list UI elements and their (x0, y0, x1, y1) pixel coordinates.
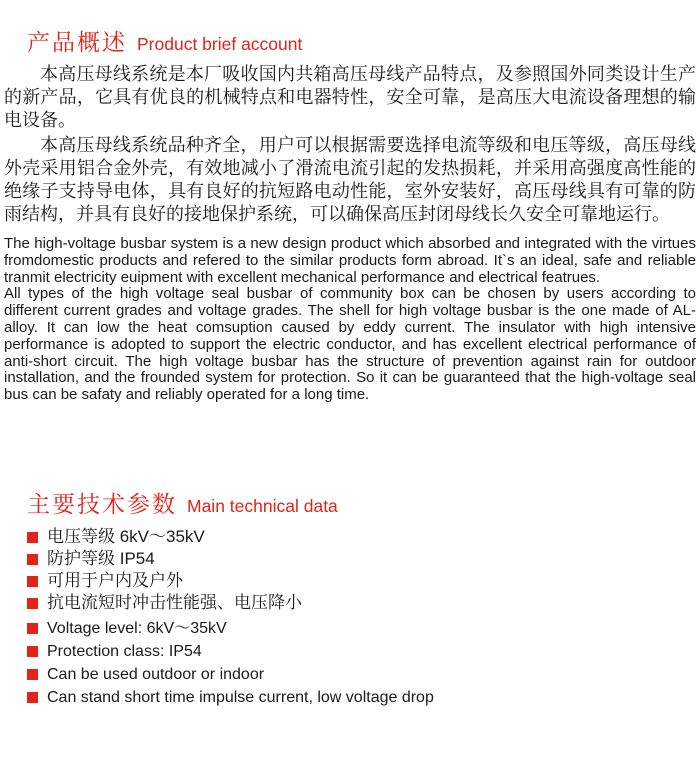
technical-title-en: Main technical data (187, 495, 338, 516)
bullet-item-impulse-current-zh (27, 594, 700, 611)
bullet-square-icon (27, 554, 38, 565)
technical-bullet-list-zh (27, 528, 700, 611)
bullet-item-voltage-grade-zh (27, 528, 700, 545)
bullet-square-icon (27, 646, 38, 657)
bullet-text: Voltage level: 6kV～35kV (47, 619, 227, 637)
bullet-text: 防护等级 IP54 (47, 548, 155, 568)
overview-paragraph-zh-1: 本高压母线系统是本厂吸收国内共箱高压母线产品特点，及参照国外同类设计生产的新产品，它具有优良的机械特点和电器特性，安全可靠，是高压大电流设备理想的输电设备。 (4, 64, 696, 130)
bullet-item-voltage-level-en (27, 620, 700, 637)
bullet-item-indoor-outdoor-zh (27, 572, 700, 589)
bullet-square-icon (27, 576, 38, 587)
bullet-item-indoor-outdoor-en (27, 666, 700, 683)
bullet-item-protection-class-en (27, 643, 700, 660)
product-brochure-page (0, 24, 700, 773)
bullet-text: 电压等级 6kV～35kV (47, 526, 205, 546)
overview-paragraph-zh-2: 本高压母线系统品种齐全，用户可以根据需要选择电流等级和电压等级，高压母线外壳采用铝合金外壳，有效地减小了滑流电流引起的发热损耗，并采用高强度高性能的绝缘子支持导电体，具有良好的抗短路电动性能，室外安装好，高压母线具有可靠的防雨结构，并具有良好的接地保护系统，可以确保高压封闭母线长久安全可靠地运行。 (4, 135, 696, 224)
technical-section-heading (27, 486, 673, 519)
bullet-item-protection-grade-zh (27, 550, 700, 567)
bullet-square-icon (27, 598, 38, 609)
technical-title-zh: 主要技术参数 (27, 490, 177, 517)
bullet-text: Can be used outdoor or indoor (47, 665, 265, 683)
bullet-item-impulse-current-en (27, 689, 700, 706)
overview-title-en: Product brief account (137, 34, 303, 54)
bullet-text: Can stand short time impulse current, low voltage drop (47, 688, 434, 706)
overview-paragraph-en-2: All types of the high voltage seal busbar of community box can be chosen by users according to different current grades and voltage grades. The shell for high voltage busbar is the one made of AL-alloy. It can low the heat comsuption caused by eddy current. The insulator with high intensive performance is adopted to support the electric conductor, and has excellent electrical performance of anti-short circuit. The high voltage busbar has the structure of prevention against rain for outdoor installation, and the frounded system for protection. So it can be guaranteed that the high-voltage seal bus can be safaty and reliably operated for a long time. (4, 285, 696, 404)
bullet-text: 可用于户内及户外 (47, 570, 183, 590)
bullet-square-icon (27, 692, 38, 703)
bullet-square-icon (27, 623, 38, 634)
overview-title-zh: 产品概述 (27, 29, 127, 55)
technical-bullet-list-en (27, 620, 700, 706)
overview-section-heading (27, 24, 673, 57)
overview-paragraph-en-1: The high-voltage busbar system is a new design product which absorbed and integrated with the virtues fromdomestic products and refered to the similar products form abroad. It`s an ideal, safe and reliable tranmit electricity euipment with excellent mechanical performance and electrical featrues. (4, 235, 696, 286)
bullet-text: 抗电流短时冲击性能强、电压降小 (47, 592, 302, 612)
bullet-text: Protection class: IP54 (47, 642, 202, 660)
bullet-square-icon (27, 669, 38, 680)
bullet-square-icon (27, 532, 38, 543)
